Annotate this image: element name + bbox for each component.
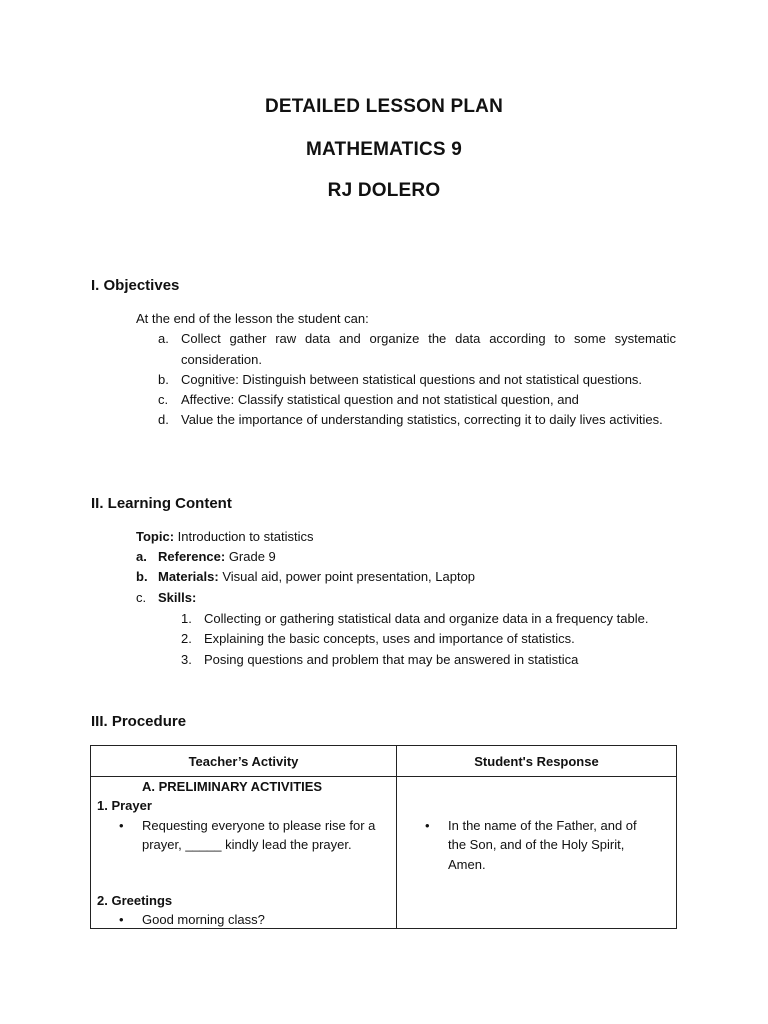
reference-marker: a. — [136, 549, 147, 564]
procedure-table — [90, 745, 677, 929]
skills-label: Skills: — [158, 590, 197, 605]
table-header-row — [91, 746, 677, 777]
greetings-heading: 2. Greetings — [97, 893, 173, 908]
objective-item: Affective: Classify statistical question and not statistical question, and — [181, 392, 579, 407]
materials-marker: b. — [136, 569, 148, 584]
objective-item: Collect gather raw data and organize the data according to some systematic consideration. — [181, 331, 676, 367]
prayer-heading: 1. Prayer — [97, 798, 152, 813]
table-row — [91, 777, 677, 929]
bullet-icon: • — [119, 912, 124, 927]
objective-marker: a. — [158, 331, 169, 346]
prayer-text-line: Requesting everyone to please rise for a — [142, 818, 376, 833]
topic-line — [136, 527, 313, 547]
skill-item: Collecting or gathering statistical data and organize data in a frequency table. — [204, 611, 649, 626]
teacher-activity-header: Teacher’s Activity — [91, 746, 397, 777]
prayer-text-line: prayer, _____ kindly lead the prayer. — [142, 837, 352, 852]
materials-line — [158, 567, 475, 587]
materials-value: Visual aid, power point presentation, Laptop — [218, 569, 476, 584]
objective-item: Cognitive: Distinguish between statistical questions and not statistical questions. — [181, 372, 643, 387]
skill-marker: 3. — [181, 652, 192, 667]
objective-marker: c. — [158, 392, 169, 407]
reference-value: Grade 9 — [225, 549, 276, 564]
author-name: RJ DOLERO — [327, 180, 441, 201]
learning-content-heading: II. Learning Content — [91, 495, 232, 512]
reference-line — [158, 547, 276, 567]
response-text-line: the Son, and of the Holy Spirit, — [448, 837, 625, 852]
topic-label: Topic: — [136, 529, 175, 544]
skill-item: Posing questions and problem that may be answered in statistica — [204, 652, 579, 667]
bullet-icon: • — [119, 818, 124, 833]
skills-line — [158, 588, 196, 608]
skills-marker: c. — [136, 590, 147, 605]
document-title: DETAILED LESSON PLAN — [265, 96, 503, 117]
skill-marker: 2. — [181, 631, 192, 646]
procedure-heading: III. Procedure — [91, 713, 187, 730]
subject-title: MATHEMATICS 9 — [305, 139, 462, 160]
teacher-activity-cell — [91, 777, 397, 929]
materials-label: Materials: — [158, 569, 219, 584]
objectives-intro: At the end of the lesson the student can: — [136, 311, 369, 326]
skill-marker: 1. — [181, 611, 192, 626]
topic-value: Introduction to statistics — [174, 529, 314, 544]
response-text-line: In the name of the Father, and of — [448, 818, 637, 833]
objective-marker: d. — [158, 412, 169, 427]
objectives-heading: I. Objectives — [91, 277, 180, 294]
skill-item: Explaining the basic concepts, uses and importance of statistics. — [204, 631, 575, 646]
student-response-header: Student's Response — [397, 746, 677, 777]
reference-label: Reference: — [158, 549, 226, 564]
preliminary-activities-label: A. PRELIMINARY ACTIVITIES — [142, 779, 323, 794]
student-response-cell — [397, 777, 677, 929]
objective-item: Value the importance of understanding statistics, correcting it to daily lives activities. — [181, 412, 663, 427]
greetings-text: Good morning class? — [142, 912, 265, 927]
objective-marker: b. — [158, 372, 169, 387]
bullet-icon: • — [425, 818, 430, 833]
response-text-line: Amen. — [448, 857, 486, 872]
